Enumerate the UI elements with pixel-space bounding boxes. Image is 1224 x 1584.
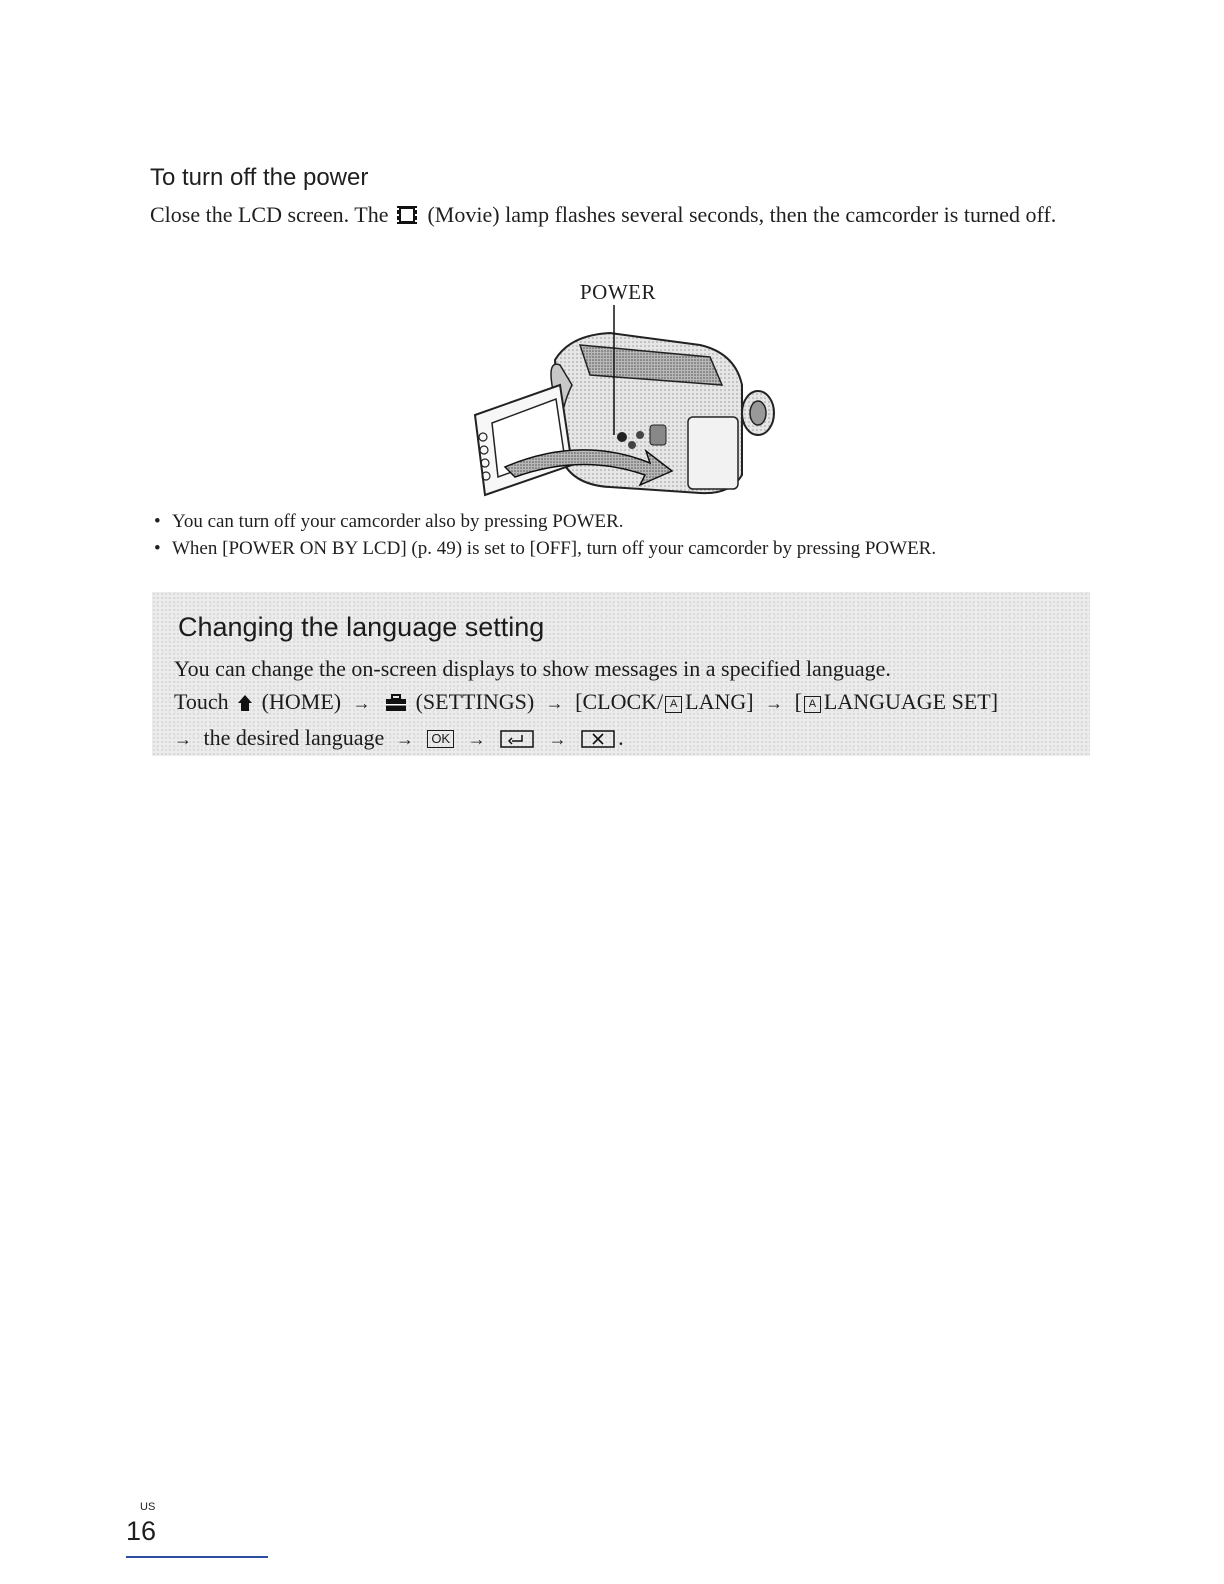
arrow-icon: →	[765, 693, 784, 713]
power-paragraph	[150, 198, 1070, 235]
language-set-suffix: LANGUAGE SET]	[823, 689, 999, 714]
arrow-icon: →	[467, 729, 486, 749]
language-steps-line-1	[174, 685, 1074, 721]
language-steps-line-2	[174, 721, 1074, 757]
return-icon	[500, 724, 534, 757]
arrow-icon: →	[545, 693, 564, 713]
figure-power-label: POWER	[580, 280, 656, 304]
clock-lang-prefix: [CLOCK/	[575, 689, 664, 714]
toolbox-icon	[385, 688, 407, 721]
final-period: .	[618, 725, 624, 750]
settings-label: (SETTINGS)	[415, 689, 535, 714]
page-number: 16	[126, 1516, 157, 1546]
power-notes	[152, 508, 936, 562]
touch-word: Touch	[174, 689, 229, 714]
camcorder-illustration	[460, 305, 790, 505]
power-paragraph-end: (Movie) lamp flashes several seconds, then the camcorder is turned off.	[427, 202, 1057, 227]
home-label: (HOME)	[261, 689, 342, 714]
language-heading: Changing the language setting	[178, 612, 545, 642]
home-icon	[237, 688, 253, 721]
power-paragraph-start: Close the LCD screen. The	[150, 202, 389, 227]
arrow-icon: →	[395, 729, 414, 749]
power-heading: To turn off the power	[150, 164, 369, 191]
arrow-icon: →	[174, 729, 192, 749]
footer-rule	[126, 1556, 268, 1558]
arrow-icon: →	[352, 693, 371, 713]
language-setting-box	[152, 592, 1090, 756]
desired-language: the desired language	[203, 725, 385, 750]
arrow-icon: →	[548, 729, 567, 749]
ok-button: OK	[427, 730, 454, 748]
clock-lang-suffix: LANG]	[685, 689, 754, 714]
region-code: US	[140, 1501, 156, 1513]
language-intro: You can change the on-screen displays to show messages in a specified language.	[174, 656, 891, 681]
language-set-prefix: [	[794, 689, 802, 714]
lang-a-icon: A	[804, 696, 821, 713]
note-item: • When [POWER ON BY LCD] (p. 49) is set to [OFF], turn off your camcorder by pressing POWER.	[152, 535, 936, 562]
lang-a-icon: A	[665, 696, 682, 713]
note-item: • You can turn off your camcorder also by pressing POWER.	[152, 508, 936, 535]
language-instructions	[174, 652, 1074, 757]
movie-icon	[396, 201, 418, 235]
close-icon	[581, 724, 615, 757]
